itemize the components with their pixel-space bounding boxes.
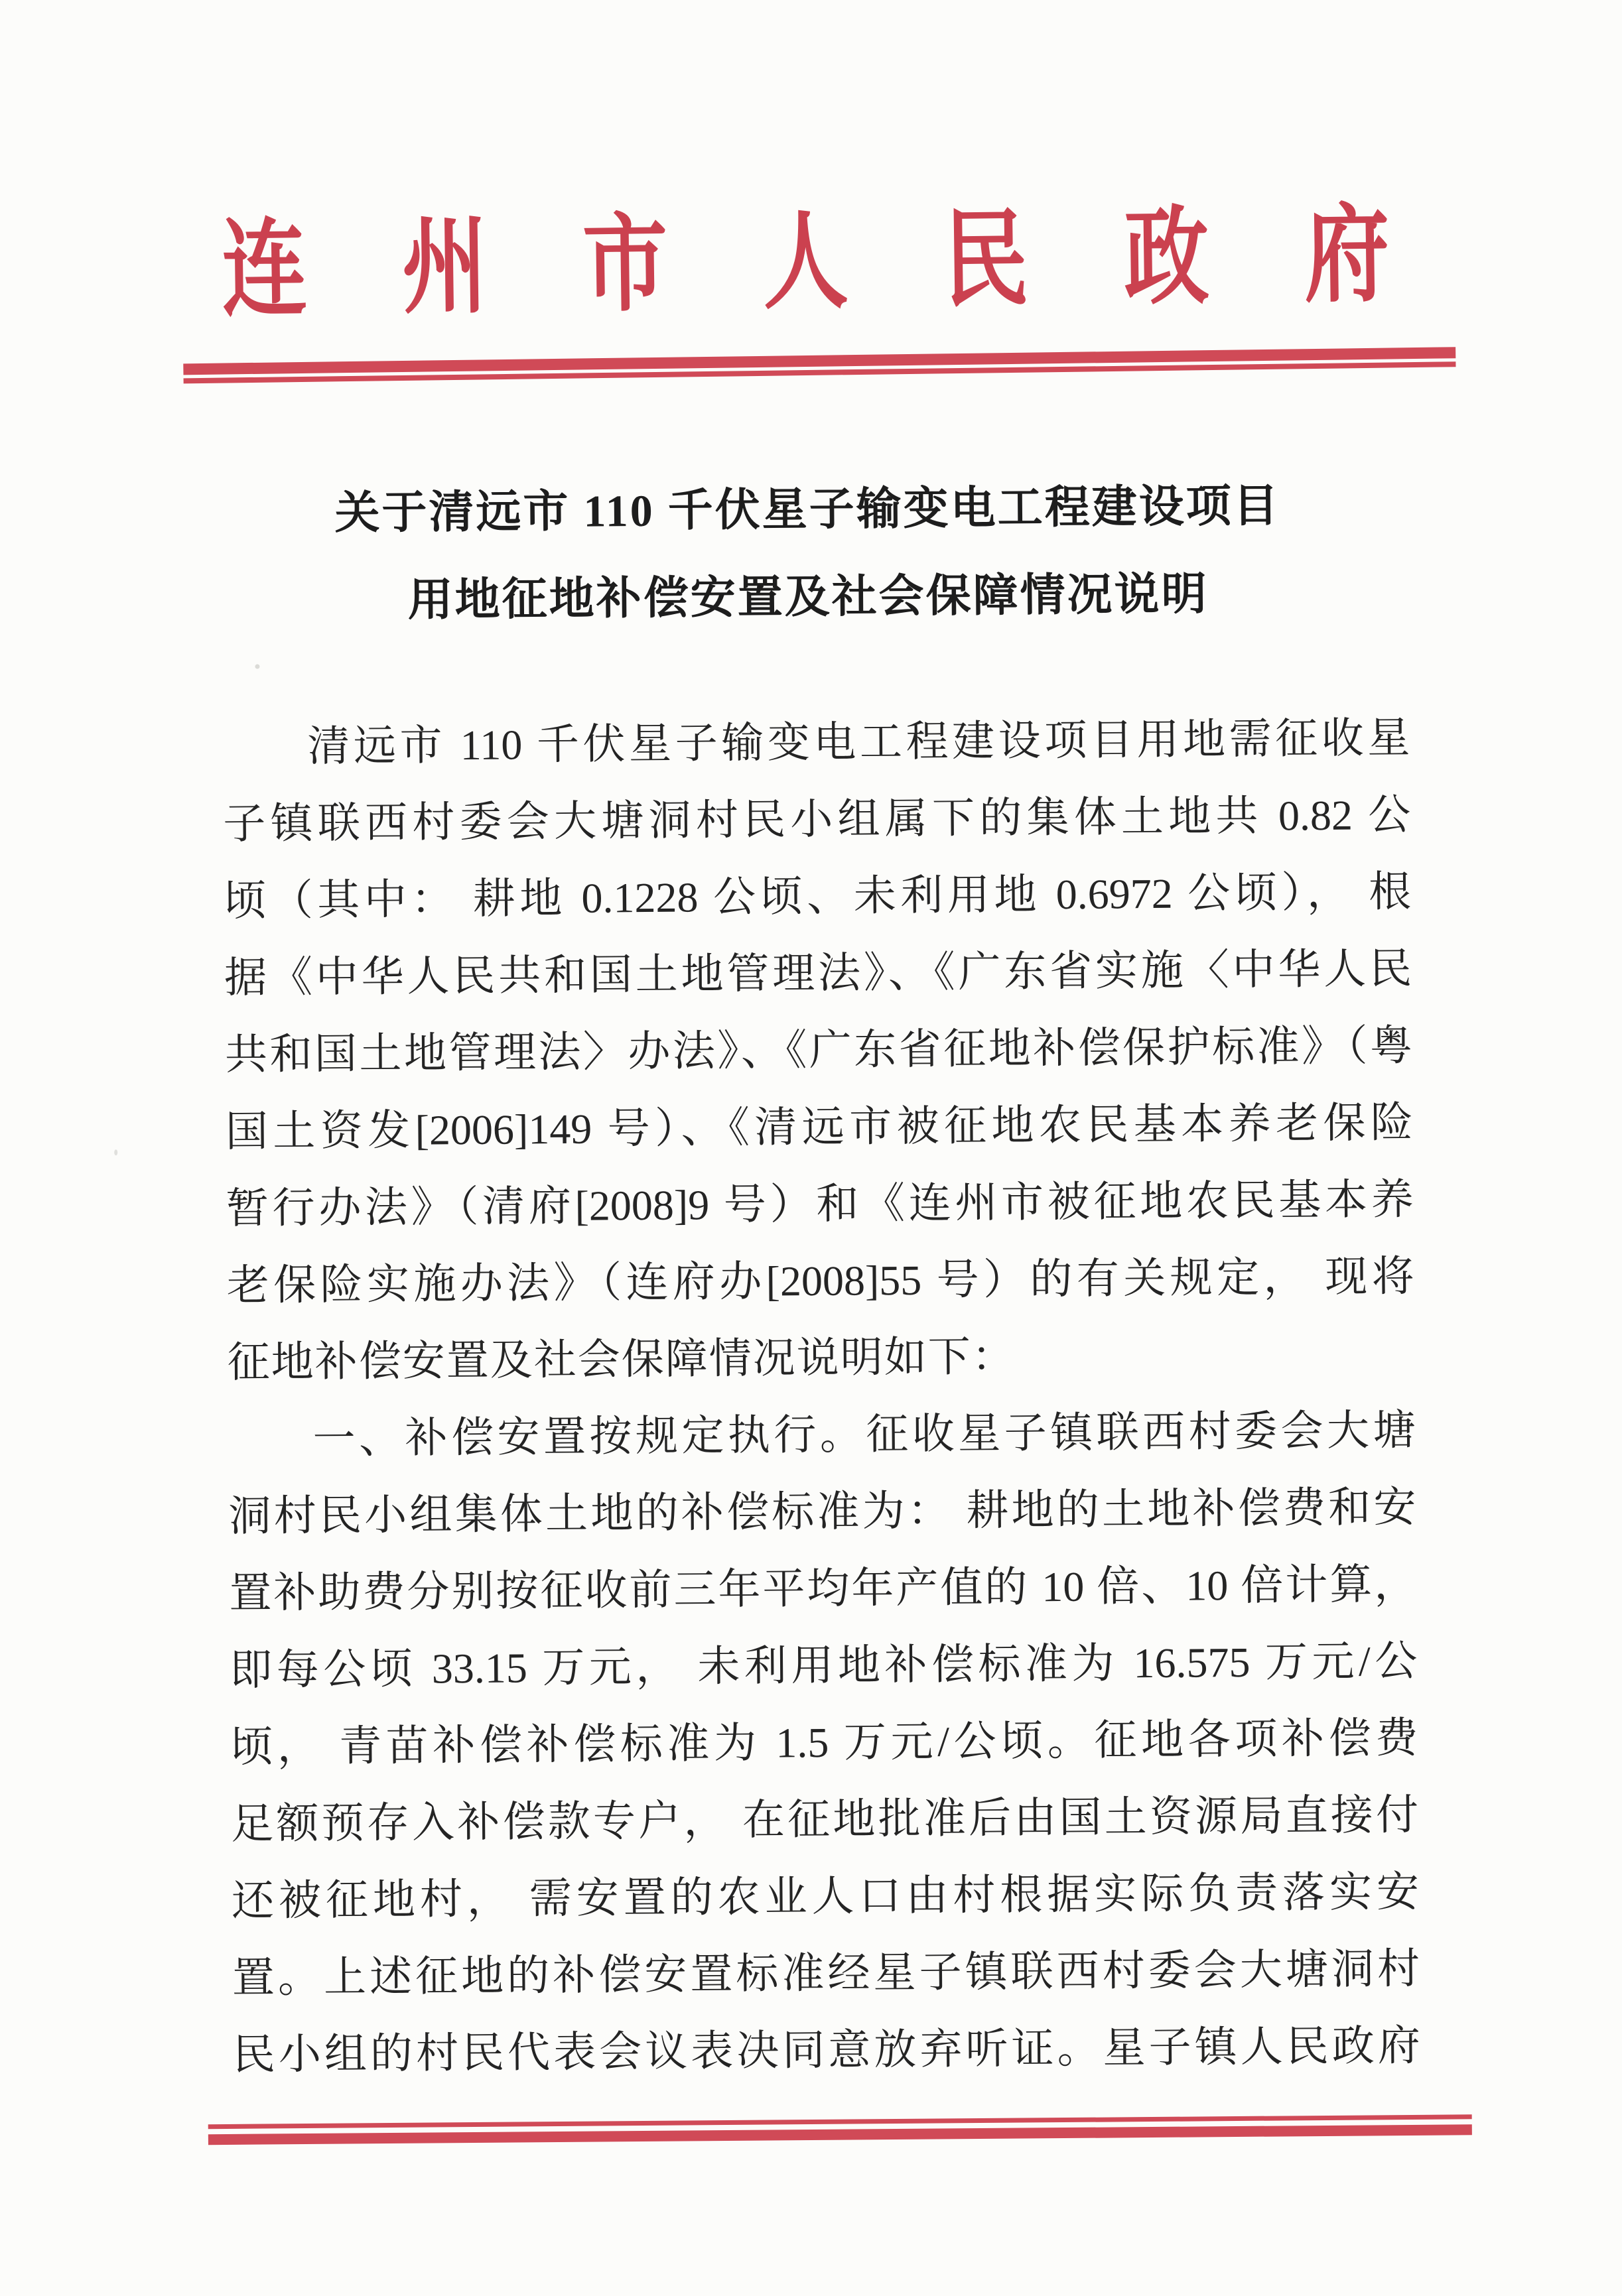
document-title: [0, 480, 1619, 625]
letterhead-org-char: 民: [942, 200, 1029, 320]
body-line: 一、补偿安置按规定执行。征收星子镇联西村委会大塘: [312, 1406, 1416, 1462]
body-line: 暂行办法》（清府[2008]9 号）和《连州市被征地农民基本养: [226, 1175, 1414, 1232]
document-title-line-2: 用地征地补偿安置及社会保障情况说明: [407, 568, 1209, 625]
scan-speck: [255, 665, 259, 669]
scan-speck: [114, 1149, 117, 1155]
body-line: 据《中华人民共和国土地管理法》、《广东省实施〈中华人民: [224, 944, 1412, 1001]
document-title-line-1: 关于清远市 110 千伏星子输变电工程建设项目: [334, 479, 1281, 539]
body-line: 置补助费分别按征收前三年平均年产值的 10 倍、10 倍计算，: [229, 1560, 1417, 1617]
letterhead-org-char: 府: [1303, 196, 1390, 316]
body-line: 民小组的村民代表会议表决同意放弃听证。星子镇人民政府: [232, 2021, 1421, 2078]
body-line: 共和国土地管理法〉办法》、《广东省征地补偿保护标准》（粤: [224, 1021, 1413, 1078]
body-line: 置。上述征地的补偿安置标准经星子镇联西村委会大塘洞村: [232, 1945, 1420, 2002]
body-line: 清远市 110 千伏星子输变电工程建设项目用地需征收星: [307, 714, 1410, 770]
body-line: 顷（其中： 耕地 0.1228 公顷、未利用地 0.6972 公顷）， 根: [223, 867, 1412, 925]
body-line: 老保险实施办法》（连府办[2008]55 号）的有关规定， 现将: [226, 1252, 1415, 1309]
body-line: 顷， 青苗补偿补偿标准为 1.5 万元/公顷。征地各项补偿费: [230, 1714, 1418, 1771]
body-line: 子镇联西村委会大塘洞村民小组属下的集体土地共 0.82 公: [223, 791, 1411, 848]
letterhead: [0, 0, 1618, 409]
body-line: 足额预存入补偿款专户， 在征地批准后由国土资源局直接付: [230, 1791, 1419, 1848]
letterhead-double-rule: [183, 347, 1455, 383]
footer-double-rule: [208, 2114, 1472, 2145]
letterhead-org-char: 政: [1122, 198, 1209, 318]
body-line: 国土资发[2006]149 号）、《清远市被征地农民基本养老保险: [225, 1098, 1414, 1155]
body-line: 洞村民小组集体土地的补偿标准为： 耕地的土地补偿费和安: [228, 1483, 1416, 1540]
body-text: [222, 700, 1420, 2094]
letterhead-org-char: 人: [762, 203, 848, 322]
letterhead-org-char: 市: [581, 205, 669, 325]
letterhead-org-char: 连: [220, 210, 308, 330]
body-line: 即每公顷 33.15 万元， 未利用地补偿标准为 16.575 万元/公: [230, 1637, 1418, 1694]
letterhead-org-name: [220, 196, 1390, 330]
letterhead-org-char: 州: [401, 208, 488, 327]
body-line: 征地补偿安置及社会保障情况说明如下：: [227, 1332, 1016, 1386]
body-line: 还被征地村， 需安置的农业人口由村根据实际负责落实安: [231, 1868, 1420, 1925]
